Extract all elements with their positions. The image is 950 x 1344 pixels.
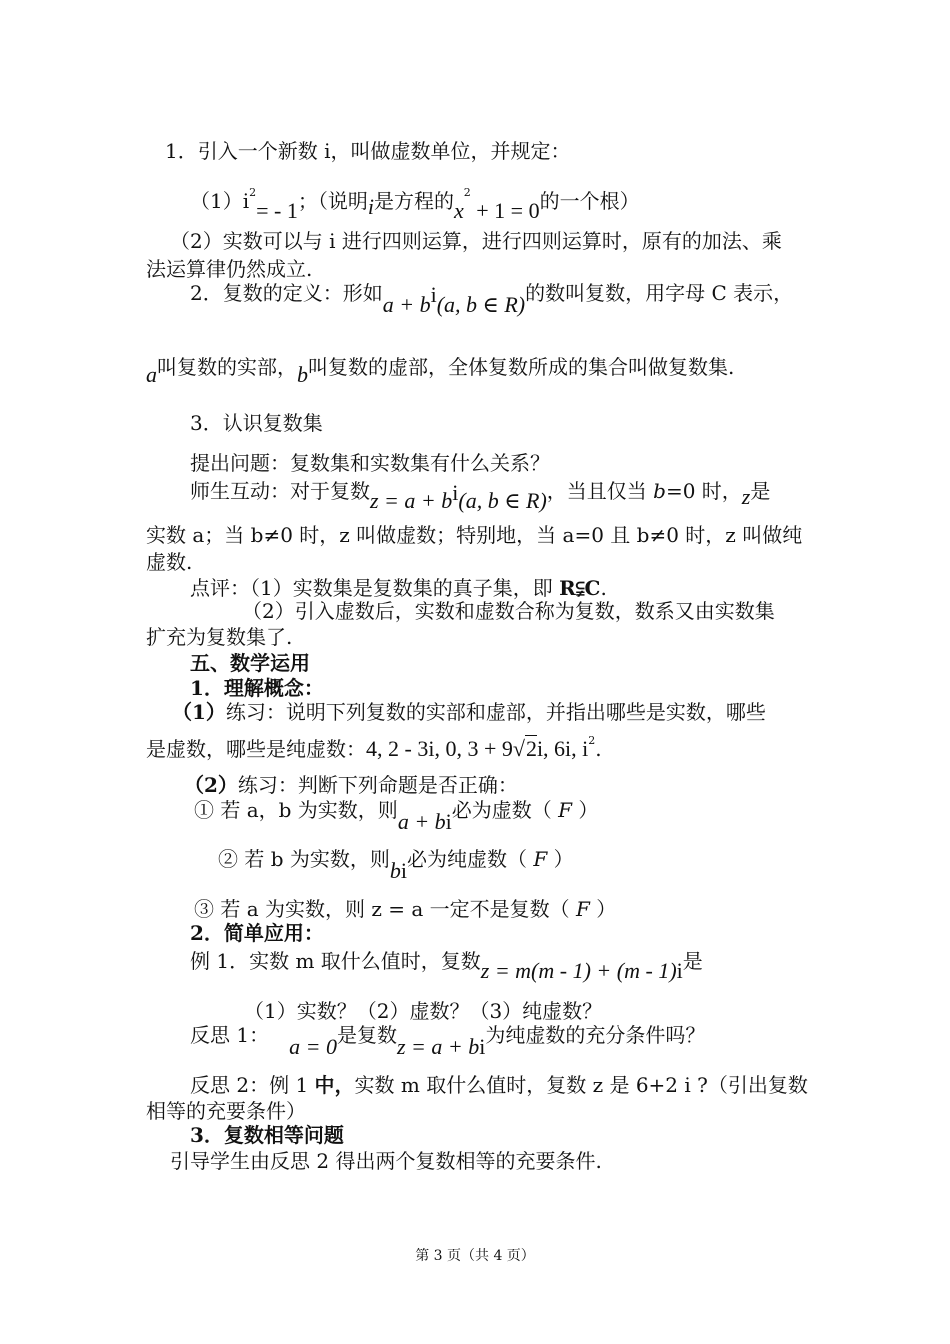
item-1-rule-2-cont: 法运算律仍然成立. xyxy=(146,257,313,281)
text: 中， xyxy=(314,1073,355,1097)
math-expr: 2 xyxy=(525,736,537,761)
math-expr: a = 0 xyxy=(289,1034,337,1059)
text: 是 xyxy=(682,949,703,973)
math-unit: i xyxy=(452,480,459,505)
math-expr: z = m(m - 1) + (m - 1) xyxy=(480,958,677,983)
comment-2-cont: 扩充为复数集了. xyxy=(146,625,293,649)
math-var: b xyxy=(389,858,401,883)
sqrt-symbol: √ xyxy=(512,736,525,761)
math-var: i xyxy=(367,194,374,219)
text: 2．复数的定义：形如 xyxy=(190,281,383,305)
math-expr: z = a + b xyxy=(396,1034,480,1059)
text: 叫复数的虚部，全体复数所成的集合叫做复数集. xyxy=(308,355,735,379)
item-2-definition-cont xyxy=(146,354,735,387)
math-expr: + 1 = 0 xyxy=(470,198,540,223)
text: ） xyxy=(547,847,574,871)
math-var: b xyxy=(297,362,308,387)
text: （1）i xyxy=(190,189,250,213)
text: 为纯虚数的充分条件吗？ xyxy=(485,1023,706,1047)
reflection-2-cont: 相等的充要条件） xyxy=(146,1099,306,1123)
text: 的一个根） xyxy=(539,189,640,213)
exponent: 2 xyxy=(463,186,471,199)
math-unit: i xyxy=(445,809,452,834)
math-unit: i xyxy=(676,958,683,983)
comment-2: （2）引入虚数后，实数和虚数合称为复数，数系又由实数集 xyxy=(242,599,775,623)
item-1-rule-1 xyxy=(190,180,640,223)
math-var: a xyxy=(146,362,157,387)
math-expr: i, 6i, i xyxy=(536,736,589,761)
text: ③ 若 a 为实数，则 z = a 一定不是复数（ xyxy=(194,897,577,921)
math-expr: (a, b ∈ R) xyxy=(436,292,526,317)
text: 是复数 xyxy=(336,1023,397,1047)
proposition-2 xyxy=(218,846,574,883)
text: . xyxy=(600,576,607,600)
subsection-heading-3: 3．复数相等问题 xyxy=(190,1123,344,1147)
text: 练习：判断下列命题是否正确： xyxy=(237,773,518,797)
math-var: x xyxy=(453,198,464,223)
question: 提出问题：复数集和实数集有什么关系？ xyxy=(190,451,550,475)
answer: F xyxy=(533,847,548,871)
text: =0 时， xyxy=(665,479,742,503)
subset-relation: R⫋C xyxy=(559,576,601,600)
subsection-heading-2: 2．简单应用： xyxy=(190,921,324,945)
text: 是 xyxy=(750,479,771,503)
text: 实数 m 取什么值时，复数 z 是 6+2 i ?（引出复数 xyxy=(354,1073,808,1097)
item-1-imaginary-unit: 1．引入一个新数 i，叫做虚数单位，并规定： xyxy=(165,139,571,163)
math-var: z xyxy=(741,484,751,509)
text: 是虚数，哪些是纯虚数： xyxy=(146,737,366,761)
math-expr: z = a + b xyxy=(370,488,453,513)
text: （2） xyxy=(184,773,238,797)
text: 例 1．实数 m 取什么值时，复数 xyxy=(190,949,481,973)
text: 练习：说明下列复数的实部和虚部，并指出哪些是实数，哪些 xyxy=(225,700,766,724)
math-expr: a + b xyxy=(382,292,431,317)
answer: F xyxy=(558,798,573,822)
proposition-3 xyxy=(194,896,616,922)
section-heading: 五、数学运用 xyxy=(190,651,310,675)
math-var: b xyxy=(653,479,666,503)
reflection-1 xyxy=(190,1022,706,1059)
text: 是方程的 xyxy=(373,189,454,213)
math-unit: i xyxy=(479,1034,486,1059)
text: 点评：（1）实数集是复数集的真子集，即 xyxy=(190,576,560,600)
reflection-2 xyxy=(190,1072,808,1098)
text: ② 若 b 为实数，则 xyxy=(218,847,390,871)
subsection-heading: 1．理解概念： xyxy=(190,676,324,700)
text: 必为虚数（ xyxy=(451,798,559,822)
math-unit: i xyxy=(430,282,437,307)
exponent: 2 xyxy=(249,186,257,199)
text: 的数叫复数，用字母 C 表示， xyxy=(525,281,794,305)
exponent: 2 xyxy=(588,734,596,747)
math-expr: a + b xyxy=(397,809,446,834)
item-3-title: 3．认识复数集 xyxy=(190,411,323,435)
text: ） xyxy=(589,897,617,921)
math-expr: (a, b ∈ R) xyxy=(458,488,547,513)
text: 必为纯虚数（ xyxy=(407,847,534,871)
exercise-1-cont xyxy=(146,728,602,762)
text: 叫复数的实部， xyxy=(157,355,297,379)
text: ） xyxy=(572,798,599,822)
math-unit: i xyxy=(400,858,407,883)
answer: F xyxy=(576,897,590,921)
proposition-1 xyxy=(194,797,599,834)
page-footer: 第 3 页（共 4 页） xyxy=(415,1248,535,1264)
example-1 xyxy=(190,948,703,983)
exercise-2 xyxy=(184,772,518,798)
item-2-definition xyxy=(190,280,794,317)
text: 师生互动：对于复数 xyxy=(190,479,370,503)
text: ① 若 a，b 为实数，则 xyxy=(194,798,398,822)
exercise-1 xyxy=(172,699,766,725)
interaction-cont: 实数 a；当 b≠0 时，z 叫做虚数；特别地，当 a=0 且 b≠0 时，z 叫做纯 xyxy=(146,523,803,547)
math-expr: = - 1 xyxy=(256,198,298,223)
equality-guide: 引导学生由反思 2 得出两个复数相等的充要条件. xyxy=(170,1149,602,1173)
text: 反思 1： xyxy=(190,1023,270,1047)
text: ，当且仅当 xyxy=(546,479,654,503)
example-1-questions: （1）实数？（2）虚数？（3）纯虚数？ xyxy=(244,999,603,1023)
text: ；（说明 xyxy=(297,189,368,213)
text: 反思 2：例 1 xyxy=(190,1073,315,1097)
text: . xyxy=(595,737,602,761)
math-expr: 4, 2 - 3i, 0, 3 + 9 xyxy=(366,736,513,761)
interaction-cont-2: 虚数. xyxy=(146,550,193,574)
text: （1） xyxy=(172,700,226,724)
item-1-rule-2: （2）实数可以与 i 进行四则运算，进行四则运算时，原有的加法、乘 xyxy=(170,229,782,253)
interaction xyxy=(190,478,771,513)
